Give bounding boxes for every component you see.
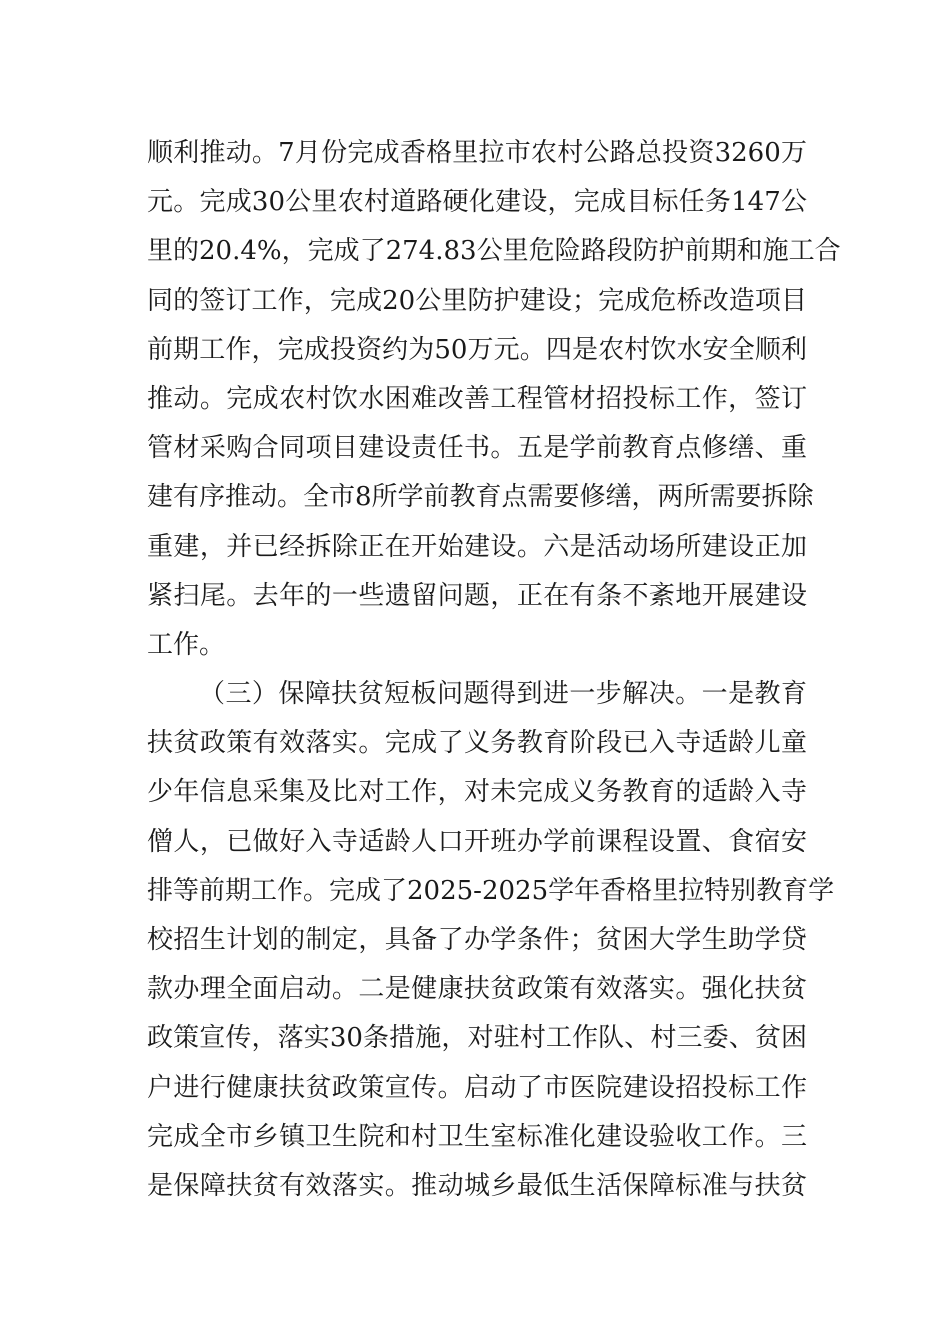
text-line: 工作。 bbox=[147, 629, 226, 660]
text-line: 管材采购合同项目建设责任书。五是学前教育点修缮、重 bbox=[147, 433, 807, 464]
text-line: （三）保障扶贫短板问题得到进一步解决。一是教育 bbox=[199, 679, 807, 710]
text-line: 紧扫尾。去年的一些遗留问题，正在有条不紊地开展建设 bbox=[147, 580, 807, 611]
text-line: 排等前期工作。完成了2025-2025学年香格里拉特别教育学 bbox=[147, 875, 835, 906]
text-line: 里的20.4%，完成了274.83公里危险路段防护前期和施工合 bbox=[147, 236, 841, 267]
text-line: 款办理全面启动。二是健康扶贫政策有效落实。强化扶贫 bbox=[147, 974, 807, 1005]
text-line: 少年信息采集及比对工作，对未完成义务教育的适龄入寺 bbox=[147, 777, 807, 808]
text-line: 建有序推动。全市8所学前教育点需要修缮，两所需要拆除 bbox=[147, 482, 814, 513]
text-line: 校招生计划的制定，具备了办学条件；贫困大学生助学贷 bbox=[147, 925, 807, 955]
text-line: 前期工作，完成投资约为50万元。四是农村饮水安全顺利 bbox=[147, 334, 807, 365]
text-line: 扶贫政策有效落实。完成了义务教育阶段已入寺适龄儿童 bbox=[147, 728, 807, 759]
text-line: 僧人，已做好入寺适龄人口开班办学前课程设置、食宿安 bbox=[147, 826, 807, 857]
document-body bbox=[147, 129, 841, 1211]
text-line: 重建，并已经拆除正在开始建设。六是活动场所建设正加 bbox=[147, 531, 807, 562]
text-line: 政策宣传，落实30条措施，对驻村工作队、村三委、贫困 bbox=[147, 1023, 807, 1054]
text-line: 完成全市乡镇卫生院和村卫生室标准化建设验收工作。三 bbox=[147, 1121, 807, 1152]
text-line: 元。完成30公里农村道路硬化建设，完成目标任务147公 bbox=[147, 187, 807, 218]
text-line: 是保障扶贫有效落实。推动城乡最低生活保障标准与扶贫 bbox=[147, 1170, 807, 1201]
text-line: 顺利推动。7月份完成香格里拉市农村公路总投资3260万 bbox=[147, 138, 807, 168]
text-line: 户进行健康扶贫政策宣传。启动了市医院建设招投标工作 bbox=[147, 1072, 807, 1103]
text-line: 同的签订工作，完成20公里防护建设；完成危桥改造项目 bbox=[147, 285, 807, 316]
text-line: 推动。完成农村饮水困难改善工程管材招投标工作，签订 bbox=[147, 383, 807, 414]
